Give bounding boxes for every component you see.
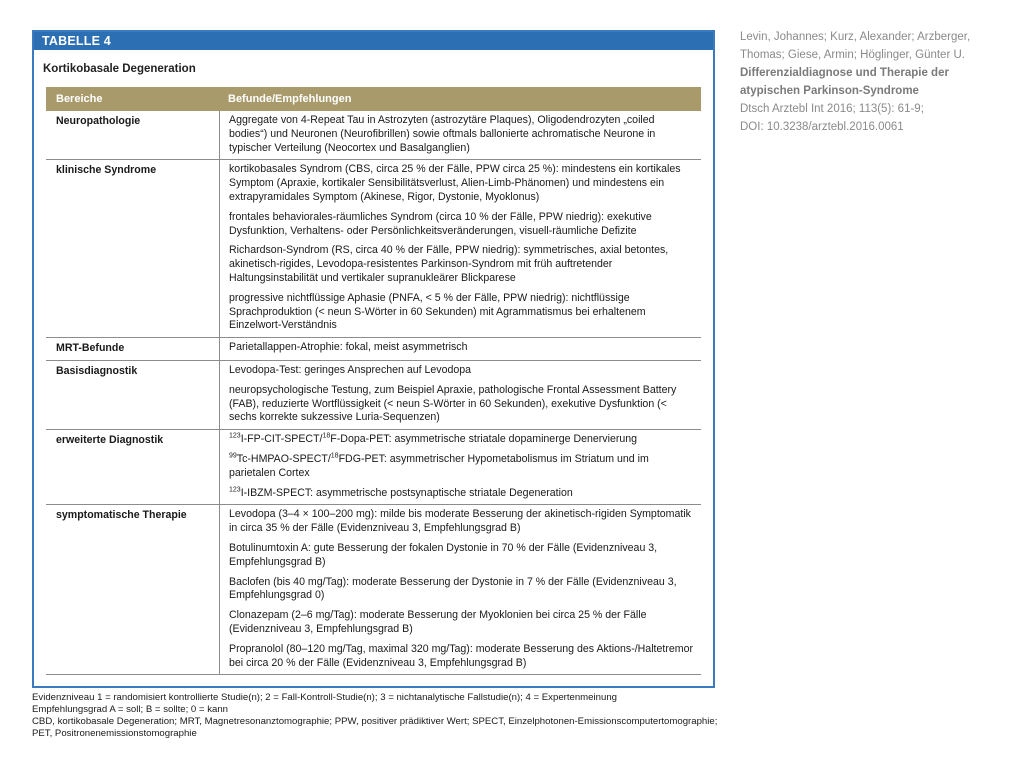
table-column-headers [46, 87, 701, 111]
finding-item: Botulinumtoxin A: gute Besserung der fokalen Dystonie in 70 % der Fälle (Evidenzniveau 3, Empfehlungsgrad B) [229, 541, 658, 568]
finding-item: Propranolol (80–120 mg/Tag, maximal 320 mg/Tag): moderate Besserung des Aktions-/Haltetremor bei circa 20 % der Fälle (Evidenzniveau 3, Empfehlungsgrad B) [229, 642, 693, 669]
isotope-superscript: 18 [330, 452, 339, 460]
row-findings [219, 160, 701, 337]
row-label: Basisdiagnostik [56, 364, 138, 377]
footnote-line: Empfehlungsgrad A = soll; B = sollte; 0 = kann [32, 704, 228, 715]
column-header-befunde: Befunde/Empfehlungen [228, 93, 352, 105]
finding-item: progressive nichtflüssige Aphasie (PNFA, < 5 % der Fälle, PPW niedrig): nichtflüssige Sprachproduktion (< neun S-Wörter in 60 Sekunden) mit Agrammatismus bei erhaltenem Einzelwort-Verständnis [229, 291, 646, 332]
table-row [46, 160, 701, 338]
table-footnotes [32, 692, 732, 740]
table-row [46, 505, 701, 675]
row-findings [219, 361, 701, 429]
finding-item: Parietallappen-Atrophie: fokal, meist asymmetrisch [229, 341, 468, 354]
table-body [46, 111, 701, 675]
citation [740, 28, 1010, 136]
table-row [46, 361, 701, 430]
table-label: TABELLE 4 [34, 32, 713, 50]
row-label: MRT-Befunde [56, 342, 125, 355]
table-row [46, 338, 701, 361]
column-header-bereiche: Bereiche [56, 93, 103, 105]
isotope-superscript: 123 [229, 486, 241, 493]
row-label: klinische Syndrome [56, 164, 157, 177]
row-findings [219, 338, 701, 360]
finding-item [229, 433, 693, 447]
isotope-superscript: 123 [229, 432, 241, 440]
finding-item: Clonazepam (2–6 mg/Tag): moderate Besserung der Myoklonien bei circa 25 % der Fälle (Evidenzniveau 3, Empfehlungsgrad B) [229, 609, 647, 635]
isotope-superscript: 18 [322, 432, 331, 440]
citation-doi: DOI: 10.3238/arztebl.2016.0061 [740, 121, 904, 133]
isotope-superscript: 99 [229, 452, 237, 460]
finding-item: neuropsychologische Testung, zum Beispiel Apraxie, pathologische Frontal Assessment Battery (FAB), reduzierte Wortflüssigkeit (< neun S-Wörter in 60 Sekunden), exekutive Dysfunktion (< sechs korrekte sukzessive Luria-Sequenzen) [229, 383, 677, 424]
row-label: erweiterte Diagnostik [56, 434, 164, 447]
finding-text: I-IBZM-SPECT: asymmetrische postsynaptische striatale Degeneration [240, 486, 573, 499]
finding-text: FDG-PET: asymmetrischer Hypometabolismus im Striatum und im parietalen Cortex [229, 452, 649, 479]
finding-item: Levodopa (3–4 × 100–200 mg): milde bis moderate Besserung der akinetisch-rigiden Symptomatik in circa 35 % der Fälle (Evidenzniveau 3, Empfehlungsgrad B) [229, 508, 691, 535]
table-row [46, 111, 701, 160]
row-label: symptomatische Therapie [56, 509, 187, 522]
footnote-line: PET, Positronenemissionstomographie [32, 728, 197, 739]
table-figure [32, 30, 715, 688]
row-findings [219, 430, 701, 504]
footnote-line: Evidenzniveau 1 = randomisiert kontrollierte Studie(n); 2 = Fall-Kontroll-Studie(n); 3 = nichtanalytische Fallstudie(n); 4 = Expertenmeinung [32, 692, 617, 703]
table-row [46, 430, 701, 505]
finding-item: Baclofen (bis 40 mg/Tag): moderate Besserung der Dystonie in 7 % der Fälle (Evidenzniveau 3, Empfehlungsgrad 0) [229, 575, 677, 602]
finding-text: Tc-HMPAO-SPECT/ [236, 452, 331, 465]
finding-item [229, 487, 693, 501]
finding-text: F-Dopa-PET: asymmetrische striatale dopaminerge Denervierung [330, 433, 638, 446]
row-label: Neuropathologie [56, 115, 141, 127]
citation-authors: Levin, Johannes; Kurz, Alexander; Arzberger, Thomas; Giese, Armin; Höglinger, Günter U. [740, 31, 971, 61]
table-subtitle: Kortikobasale Degeneration [43, 63, 196, 75]
finding-item: Levodopa-Test: geringes Ansprechen auf Levodopa [229, 363, 472, 376]
row-findings [219, 111, 701, 159]
citation-title: Differenzialdiagnose und Therapie der atypischen Parkinson-Syndrome [740, 67, 949, 97]
finding-item: frontales behaviorales-räumliches Syndrom (circa 10 % der Fälle, PPW niedrig): exekutive Dysfunktion, Verhaltens- oder Persönlichkeitsveränderungen, visuell-räumliche Defizite [229, 210, 652, 237]
finding-item: Richardson-Syndrom (RS, circa 40 % der Fälle, PPW niedrig): symmetrisches, axial betontes, akinetisch-rigides, Levodopa-resistentes Parkinson-Syndrom mit früh auftretender Haltungsinstabilität und vertikaler supranukleärer Blickparese [229, 244, 669, 284]
finding-item: kortikobasales Syndrom (CBS, circa 25 % der Fälle, PPW circa 25 %): mindestens ein kortikales Symptom (Apraxie, kortikaler Sensibilitätsverlust, Alien-Limb-Phänomen) und mindestens ein extrapyramidales Symptom (Akinese, Rigor, Dystonie, Myoklonus) [229, 163, 681, 203]
row-findings [219, 505, 701, 674]
citation-journal: Dtsch Arztebl Int 2016; 113(5): 61-9; [740, 103, 924, 115]
footnote-line: CBD, kortikobasale Degeneration; MRT, Magnetresonanztomographie; PPW, positiver prädiktiver Wert; SPECT, Einzelphotonen-Emissionscomputertomographie; [32, 716, 718, 727]
finding-text: I-FP-CIT-SPECT/ [240, 433, 323, 446]
finding-item [229, 453, 693, 481]
finding-item: Aggregate von 4-Repeat Tau in Astrozyten (astrozytäre Plaques), Oligodendrozyten „coiled bodies“) und Neuronen (Neurofibrillen) sowie oftmals ballonierte achromatische Neurone in typischer Verteilung (Neocortex und Basalganglien) [229, 114, 656, 154]
